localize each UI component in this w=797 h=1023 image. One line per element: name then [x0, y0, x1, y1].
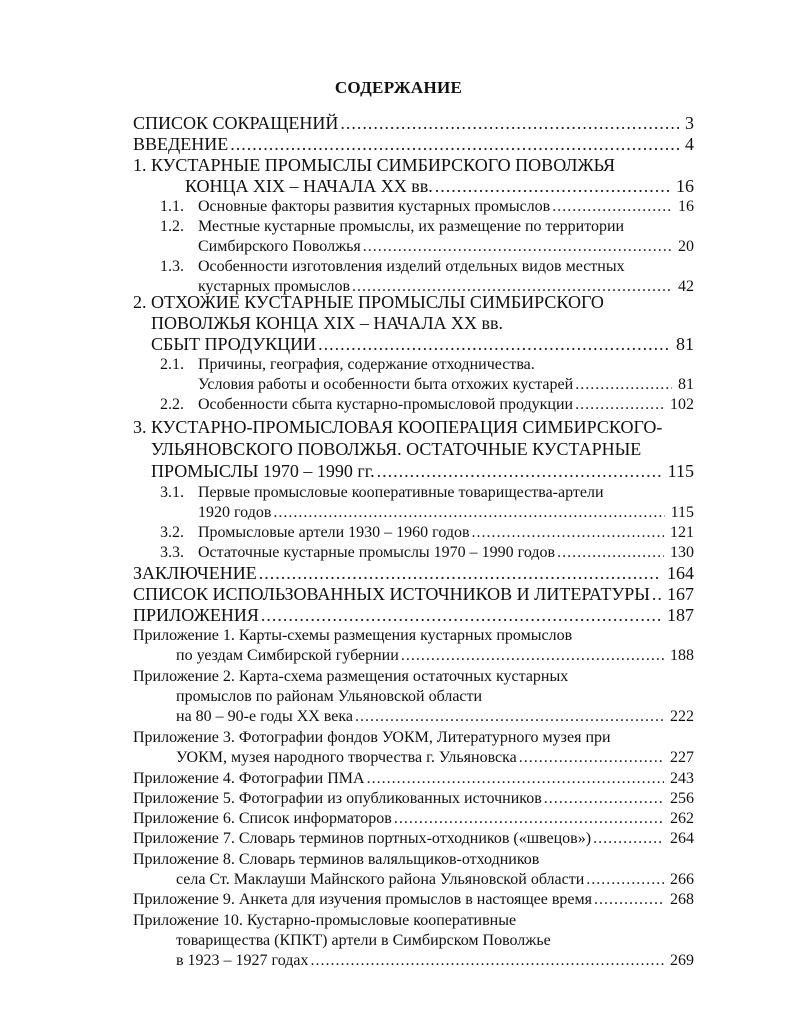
toc-entry	[0, 789, 694, 810]
toc-entry	[0, 850, 694, 871]
toc-entry-title: товарищества (КПКТ) артели в Симбирском Поволжье	[176, 932, 551, 949]
toc-entry-title: Приложение 3. Фотографии фондов УОКМ, Литературного музея при	[133, 729, 611, 746]
toc-entry	[0, 646, 694, 667]
toc-entry	[0, 667, 694, 688]
dot-leader	[586, 870, 664, 891]
toc-entry	[0, 687, 694, 708]
toc-entry	[0, 911, 694, 932]
toc-entry	[0, 829, 694, 850]
toc-entry-title: ВВЕДЕНИЕ	[133, 134, 229, 154]
toc-entry	[0, 461, 694, 482]
dot-leader	[261, 605, 661, 626]
toc-entry-title: Приложение 9. Анкета для изучения промыслов в настоящее время	[133, 891, 593, 908]
toc-entry-title: в 1923 – 1927 годах	[176, 952, 309, 969]
toc-entry	[0, 417, 694, 438]
toc-entry-page: 4	[685, 134, 694, 154]
toc-entry-title: Приложение 1. Карты-схемы размещения кустарных промыслов	[133, 627, 573, 644]
toc-entry	[0, 890, 694, 911]
toc-entry	[0, 523, 694, 544]
toc-entry-title: села Ст. Маклауши Майнского района Ульяновской области	[176, 871, 585, 888]
toc-entry-page: 268	[670, 891, 694, 908]
toc-entry	[0, 155, 694, 176]
toc-entry-page: 243	[670, 770, 694, 787]
toc-entry-page: 266	[670, 871, 694, 888]
dot-leader	[557, 543, 664, 564]
toc-entry-title: Причины, география, содержание отходничества.	[198, 356, 535, 373]
toc-entry-page: 187	[667, 605, 694, 625]
toc-entry	[0, 605, 694, 626]
dot-leader	[435, 176, 670, 197]
toc-entry	[0, 728, 694, 749]
toc-entry-page: 130	[670, 544, 694, 561]
toc-entry-title: СБЫТ ПРОДУКЦИИ	[151, 334, 317, 354]
toc-entry	[0, 395, 694, 416]
toc-entry-number: 3.3.	[160, 544, 184, 561]
toc-entry-title: Приложение 6. Список информаторов	[133, 810, 392, 827]
page-title: СОДЕРЖАНИЕ	[334, 78, 463, 97]
toc-entry-page: 188	[670, 647, 694, 664]
dot-leader	[230, 134, 679, 155]
dot-leader	[552, 197, 672, 218]
toc-entry	[0, 257, 694, 278]
toc-entry-title: Приложение 2. Карта-схема размещения остаточных кустарных	[133, 668, 569, 685]
toc-entry-title: ПРОМЫСЛЫ 1970 – 1990 гг.	[151, 461, 375, 481]
toc-entry-title: Приложение 5. Фотографии из опубликованных источников	[133, 790, 542, 807]
toc-entry	[0, 176, 694, 197]
dot-leader	[519, 748, 664, 769]
toc-entry	[0, 439, 694, 460]
toc-entry	[0, 334, 694, 355]
dot-leader	[377, 461, 662, 482]
toc-entry-title: на 80 – 90-е годы XX века	[176, 708, 353, 725]
toc-entry-page: 164	[667, 563, 694, 583]
toc-entry-title: Приложение 8. Словарь терминов валяльщиков-отходников	[133, 851, 540, 868]
toc-entry-title: Местные кустарные промыслы, их размещение по территории	[198, 218, 625, 235]
toc-entry-page: 115	[670, 504, 694, 521]
toc-entry-page: 42	[678, 278, 694, 295]
toc-entry-title: СПИСОК СОКРАЩЕНИЙ	[133, 113, 339, 133]
toc-entry-title: УЛЬЯНОВСКОГО ПОВОЛЖЬЯ. ОСТАТОЧНЫЕ КУСТАРНЫЕ	[151, 439, 642, 459]
toc-entry-number: 2.2.	[160, 396, 184, 413]
toc-entry	[0, 584, 694, 605]
toc-entry-number: 3.2.	[160, 524, 184, 541]
dot-leader	[575, 395, 664, 416]
toc-entry-title: промыслов по районам Ульяновской области	[176, 688, 483, 705]
toc-entry	[0, 870, 694, 891]
toc-entry-title: Остаточные кустарные промыслы 1970 – 1990 годов	[198, 544, 556, 561]
toc-entry-page: 227	[670, 749, 694, 766]
toc-entry	[0, 543, 694, 564]
toc-entry	[0, 197, 694, 218]
toc-entry	[0, 113, 694, 134]
toc-entry-number: 2.1.	[160, 356, 184, 373]
dot-leader	[544, 789, 664, 810]
toc-entry-number: 1.	[133, 155, 147, 175]
toc-entry-page: 20	[678, 238, 694, 255]
toc-entry-title: СПИСОК ИСПОЛЬЗОВАННЫХ ИСТОЧНИКОВ И ЛИТЕРАТУРЫ	[133, 584, 650, 604]
toc-entry-page: 81	[676, 334, 694, 354]
toc-entry-page: 3	[685, 113, 694, 133]
toc-entry-title: УОКМ, музея народного творчества г. Ульяновска	[176, 749, 517, 766]
toc-entry-title: 1920 годов	[198, 504, 272, 521]
toc-entry-title: по уездам Симбирской губернии	[176, 647, 399, 664]
dot-leader	[593, 829, 664, 850]
toc-entry	[0, 563, 694, 584]
toc-entry	[0, 769, 694, 790]
toc-entry-title: ПОВОЛЖЬЯ КОНЦА XIX – НАЧАЛА XX вв.	[151, 313, 504, 333]
toc-entry	[0, 626, 694, 647]
toc-entry-page: 16	[678, 198, 694, 215]
toc-entry-page: 121	[670, 524, 694, 541]
dot-leader	[472, 523, 664, 544]
toc-entry	[0, 483, 694, 504]
toc-entry-page: 16	[676, 176, 694, 196]
toc-entry	[0, 134, 694, 155]
toc-entry-title: Приложение 10. Кустарно-промысловые кооперативные	[133, 912, 517, 929]
dot-leader	[575, 375, 672, 396]
toc-entry-title: ПРИЛОЖЕНИЯ	[133, 605, 259, 625]
toc-entry-title: Симбирского Поволжья	[198, 238, 361, 255]
toc-entry	[0, 313, 694, 334]
dot-leader	[273, 503, 664, 524]
dot-leader	[394, 809, 664, 830]
dot-leader	[355, 707, 664, 728]
toc-entry-number: 1.2.	[160, 218, 184, 235]
toc-entry-title: Условия работы и особенности быта отхожих кустарей	[198, 376, 574, 393]
dot-leader	[594, 890, 664, 911]
dot-leader	[259, 563, 661, 584]
toc-entry	[0, 748, 694, 769]
toc-entry-page: 262	[670, 810, 694, 827]
toc-entry-title: ОТХОЖИЕ КУСТАРНЫЕ ПРОМЫСЛЫ СИМБИРСКОГО	[151, 292, 604, 312]
toc-entry	[0, 503, 694, 524]
toc-entry-page: 222	[670, 708, 694, 725]
toc-entry-number: 2.	[133, 292, 147, 312]
toc-entry-title: Промысловые артели 1930 – 1960 годов	[198, 524, 470, 541]
toc-entry-page: 269	[670, 952, 694, 969]
toc-entry-title: Особенности изготовления изделий отдельных видов местных	[198, 258, 625, 275]
toc-entry	[0, 931, 694, 952]
toc-entry-title: Первые промысловые кооперативные товарищества-артели	[198, 484, 604, 501]
toc-entry-title: кустарных промыслов	[198, 278, 351, 295]
dot-leader	[311, 951, 665, 972]
toc-entry-page: 102	[670, 396, 694, 413]
toc-entry-number: 3.1.	[160, 484, 184, 501]
toc-entry-title: ЗАКЛЮЧЕНИЕ	[133, 563, 257, 583]
toc-entry	[0, 355, 694, 376]
toc-entry-page: 167	[667, 584, 694, 604]
toc-entry-number: 3.	[133, 417, 147, 437]
toc-entry-title: Основные факторы развития кустарных промыслов	[198, 198, 551, 215]
toc-entry	[0, 237, 694, 258]
dot-leader	[340, 113, 679, 134]
toc-entry-page: 256	[670, 790, 694, 807]
toc-entry	[0, 217, 694, 238]
dot-leader	[367, 769, 664, 790]
dot-leader	[363, 237, 672, 258]
toc-entry-title: КУСТАРНЫЕ ПРОМЫСЛЫ СИМБИРСКОГО ПОВОЛЖЬЯ	[151, 155, 616, 175]
dot-leader	[652, 584, 661, 605]
toc-entry-title: КУСТАРНО-ПРОМЫСЛОВАЯ КООПЕРАЦИЯ СИМБИРСКОГО-	[151, 417, 663, 437]
toc-entry-page: 81	[678, 376, 694, 393]
toc-entry	[0, 707, 694, 728]
dot-leader	[401, 646, 664, 667]
toc-entry-page: 264	[670, 830, 694, 847]
toc-entry	[0, 292, 694, 313]
toc-entry-number: 1.1.	[160, 198, 184, 215]
toc-entry	[0, 809, 694, 830]
toc-entry-page: 115	[667, 461, 694, 481]
toc-entry	[0, 375, 694, 396]
toc-entry-title: Приложение 4. Фотографии ПМА	[133, 770, 365, 787]
toc-entry-title: КОНЦА XIX – НАЧАЛА XX вв.	[185, 176, 433, 196]
dot-leader	[318, 334, 670, 355]
toc-entry-title: Приложение 7. Словарь терминов портных-отходников («швецов»)	[133, 830, 592, 847]
toc-entry-title: Особенности сбыта кустарно-промысловой продукции	[198, 396, 574, 413]
toc-entry	[0, 951, 694, 972]
toc-entry-number: 1.3.	[160, 258, 184, 275]
